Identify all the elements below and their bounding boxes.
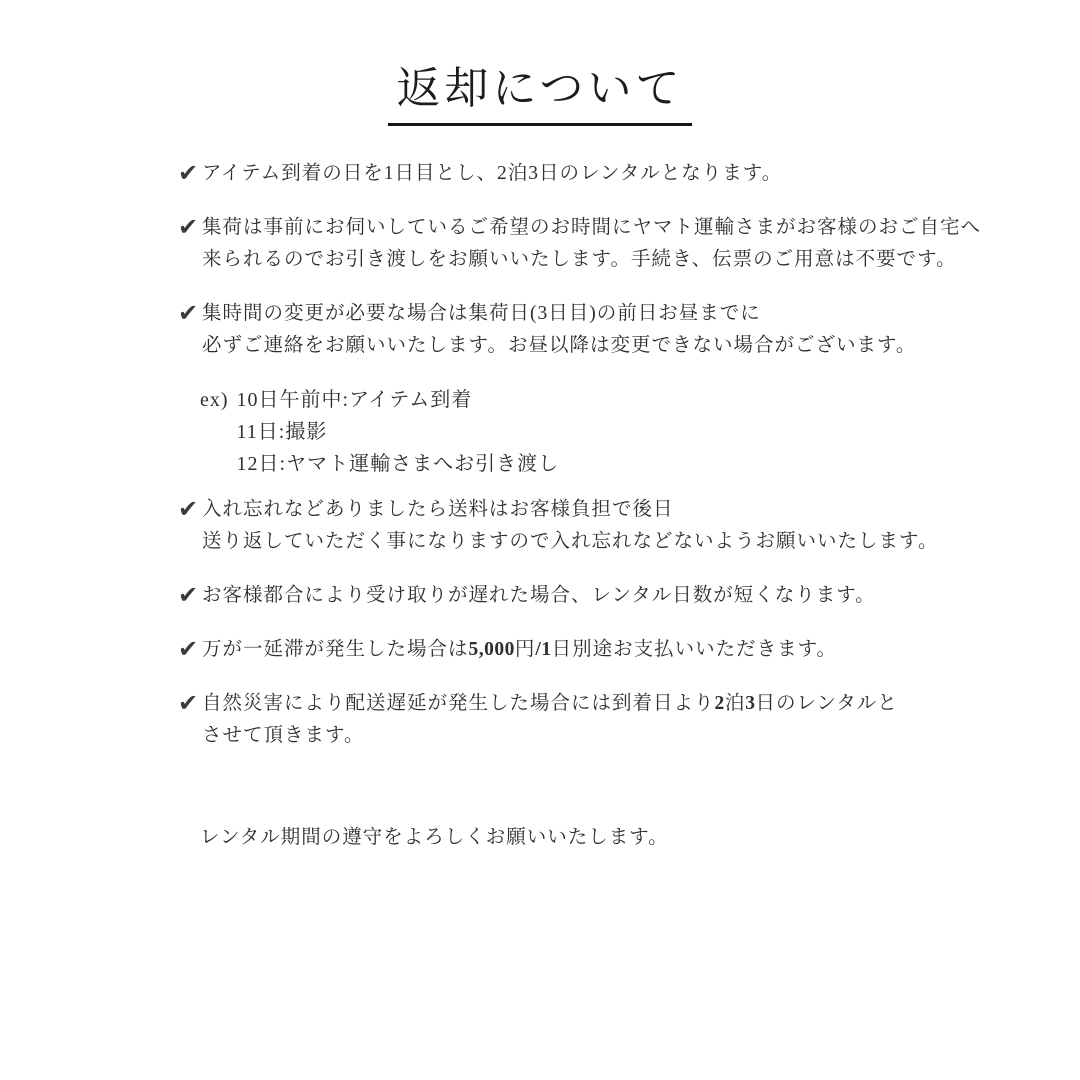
checklist-item [178,298,938,362]
checklist-item [178,688,938,752]
item-text-line: アイテム到着の日を1日目とし、2泊3日のレンタルとなります。 [202,163,783,184]
item-text-line: 自然災害により配送遅延が発生した場合には到着日より2泊3日のレンタルと [202,693,898,714]
item-text-line: お客様都合により受け取りが遅れた場合、レンタル日数が短くなります。 [202,585,876,606]
checklist-item [178,158,938,190]
example-block [200,384,938,480]
item-text-line: 入れ忘れなどありましたら送料はお客様負担で後日 [202,499,674,520]
check-icon: ✔ [178,689,199,717]
item-text-line: 来られるのでお引き渡しをお願いいたします。手続き、伝票のご用意は不要です。 [202,249,957,270]
item-text [202,634,837,666]
item-text [202,212,981,276]
check-icon: ✔ [178,299,199,327]
footer-note: レンタル期間の遵守をよろしくお願いいたします。 [200,827,669,848]
example-line: 11日:撮影 [236,421,328,443]
item-text [202,494,938,558]
check-icon: ✔ [178,495,199,523]
item-text [202,688,898,752]
item-text [202,298,916,362]
checklist-item [178,212,982,276]
example-line: 12日:ヤマト運輸さまへお引き渡し [236,453,560,475]
check-icon: ✔ [178,635,199,663]
check-icon: ✔ [178,581,199,609]
check-icon: ✔ [178,159,199,187]
example-lines [237,384,560,480]
item-text-line: 集時間の変更が必要な場合は集荷日(3日目)の前日お昼までに [202,303,761,324]
item-text [202,158,782,190]
page-title [0,52,1080,126]
item-text [202,580,876,612]
item-text-line: させて頂きます。 [202,725,365,746]
item-text-line: 集荷は事前にお伺いしているご希望のお時間にヤマト運輸さまがお客様のおご自宅へ [202,217,982,238]
checklist [178,158,982,852]
example-prefix: ex) [200,389,229,411]
checklist-item [178,494,938,558]
item-text-line: 送り返していただく事になりますので入れ忘れなどないようお願いいたします。 [202,531,939,552]
check-icon: ✔ [178,213,199,241]
example-line: 10日午前中:アイテム到着 [236,389,473,411]
page-title-text: 返却について [388,52,691,126]
checklist-item [178,580,938,612]
checklist-item [178,634,938,666]
item-text-line: 必ずご連絡をお願いいたします。お昼以降は変更できない場合がございます。 [202,335,917,356]
item-text-line: 万が一延滞が発生した場合は5,000円/1日別途お支払いいただきます。 [202,639,838,660]
